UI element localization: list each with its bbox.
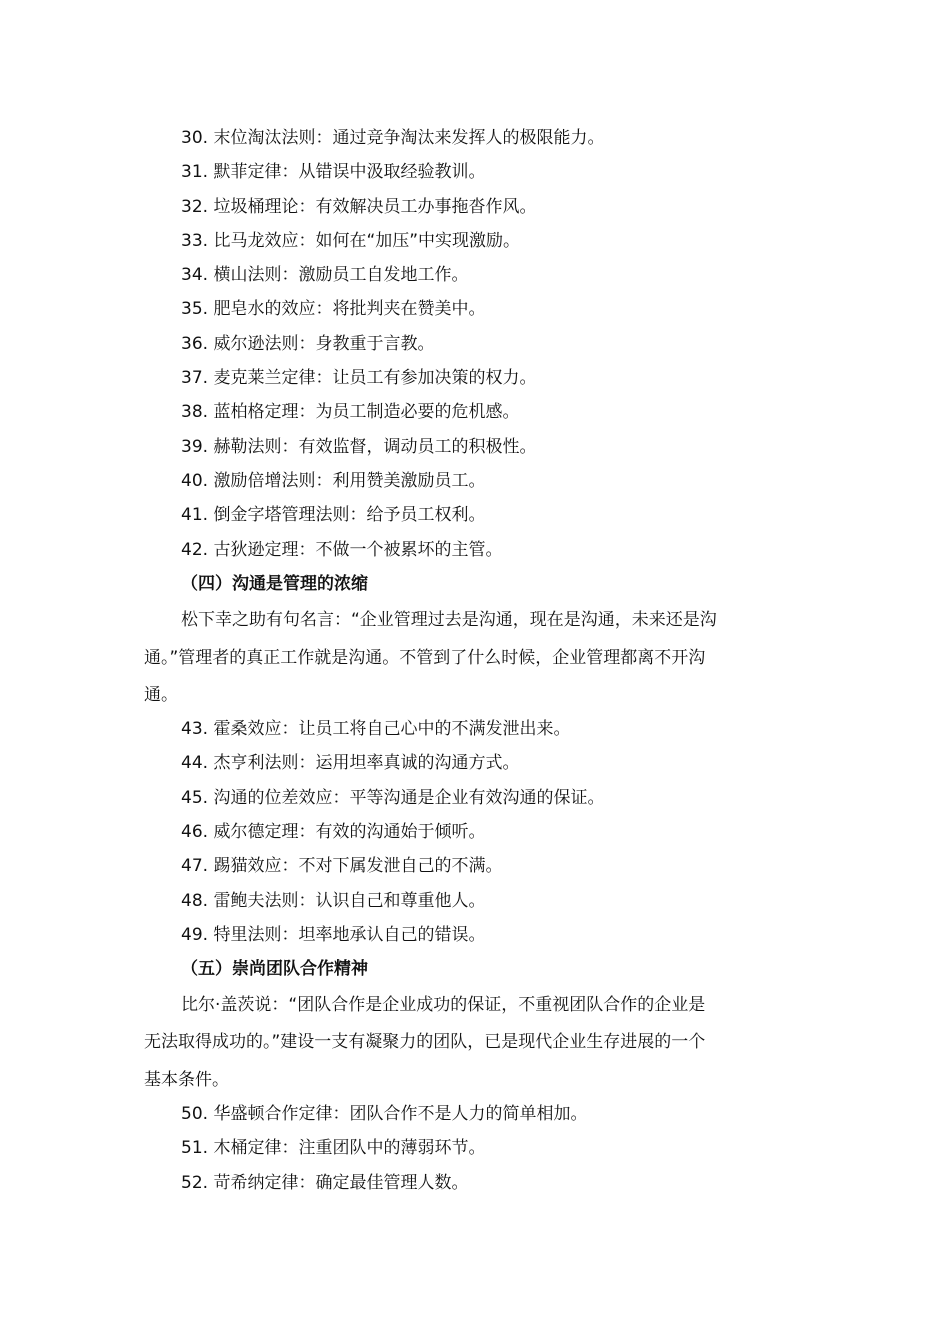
list-item: 43. 霍桑效应：让员工将自己心中的不满发泄出来。 bbox=[181, 719, 571, 739]
section-heading: （五）崇尚团队合作精神 bbox=[181, 959, 368, 979]
list-item: 36. 威尔逊法则：身教重于言教。 bbox=[181, 334, 435, 354]
list-item: 51. 木桶定律：注重团队中的薄弱环节。 bbox=[181, 1138, 486, 1158]
list-item: 50. 华盛顿合作定律：团队合作不是人力的简单相加。 bbox=[181, 1104, 588, 1124]
paragraph-line: 无法取得成功的。”建设一支有凝聚力的团队，已是现代企业生存进展的一个 bbox=[144, 1032, 706, 1052]
list-item: 33. 比马龙效应：如何在“加压”中实现激励。 bbox=[181, 231, 521, 251]
list-item: 44. 杰亨利法则：运用坦率真诚的沟通方式。 bbox=[181, 753, 520, 773]
list-item: 42. 古狄逊定理：不做一个被累坏的主管。 bbox=[181, 540, 503, 560]
paragraph-line: 通。”管理者的真正工作就是沟通。不管到了什么时候，企业管理都离不开沟 bbox=[144, 648, 706, 668]
list-item: 49. 特里法则：坦率地承认自己的错误。 bbox=[181, 925, 486, 945]
list-item: 41. 倒金字塔管理法则：给予员工权利。 bbox=[181, 505, 486, 525]
paragraph-line: 通。 bbox=[144, 685, 178, 705]
list-item: 37. 麦克莱兰定律：让员工有参加决策的权力。 bbox=[181, 368, 537, 388]
list-item: 48. 雷鲍夫法则：认识自己和尊重他人。 bbox=[181, 891, 486, 911]
list-item: 40. 激励倍增法则：利用赞美激励员工。 bbox=[181, 471, 486, 491]
list-item: 32. 垃圾桶理论：有效解决员工办事拖沓作风。 bbox=[181, 197, 537, 217]
list-item: 34. 横山法则：激励员工自发地工作。 bbox=[181, 265, 469, 285]
list-item: 30. 末位淘汰法则：通过竞争淘汰来发挥人的极限能力。 bbox=[181, 128, 605, 148]
list-item: 39. 赫勒法则：有效监督，调动员工的积极性。 bbox=[181, 437, 537, 457]
paragraph-line: 基本条件。 bbox=[144, 1070, 229, 1090]
list-item: 35. 肥皂水的效应：将批判夹在赞美中。 bbox=[181, 299, 486, 319]
list-item: 45. 沟通的位差效应：平等沟通是企业有效沟通的保证。 bbox=[181, 788, 605, 808]
list-item: 46. 威尔德定理：有效的沟通始于倾听。 bbox=[181, 822, 486, 842]
list-item: 47. 踢猫效应：不对下属发泄自己的不满。 bbox=[181, 856, 503, 876]
section-heading: （四）沟通是管理的浓缩 bbox=[181, 574, 368, 594]
paragraph-line: 松下幸之助有句名言：“企业管理过去是沟通，现在是沟通，未来还是沟 bbox=[181, 610, 717, 630]
list-item: 38. 蓝柏格定理：为员工制造必要的危机感。 bbox=[181, 402, 520, 422]
paragraph-line: 比尔·盖茨说：“团队合作是企业成功的保证，不重视团队合作的企业是 bbox=[181, 995, 706, 1015]
list-item: 52. 苛希纳定律：确定最佳管理人数。 bbox=[181, 1173, 469, 1193]
list-item: 31. 默菲定律：从错误中汲取经验教训。 bbox=[181, 162, 486, 182]
